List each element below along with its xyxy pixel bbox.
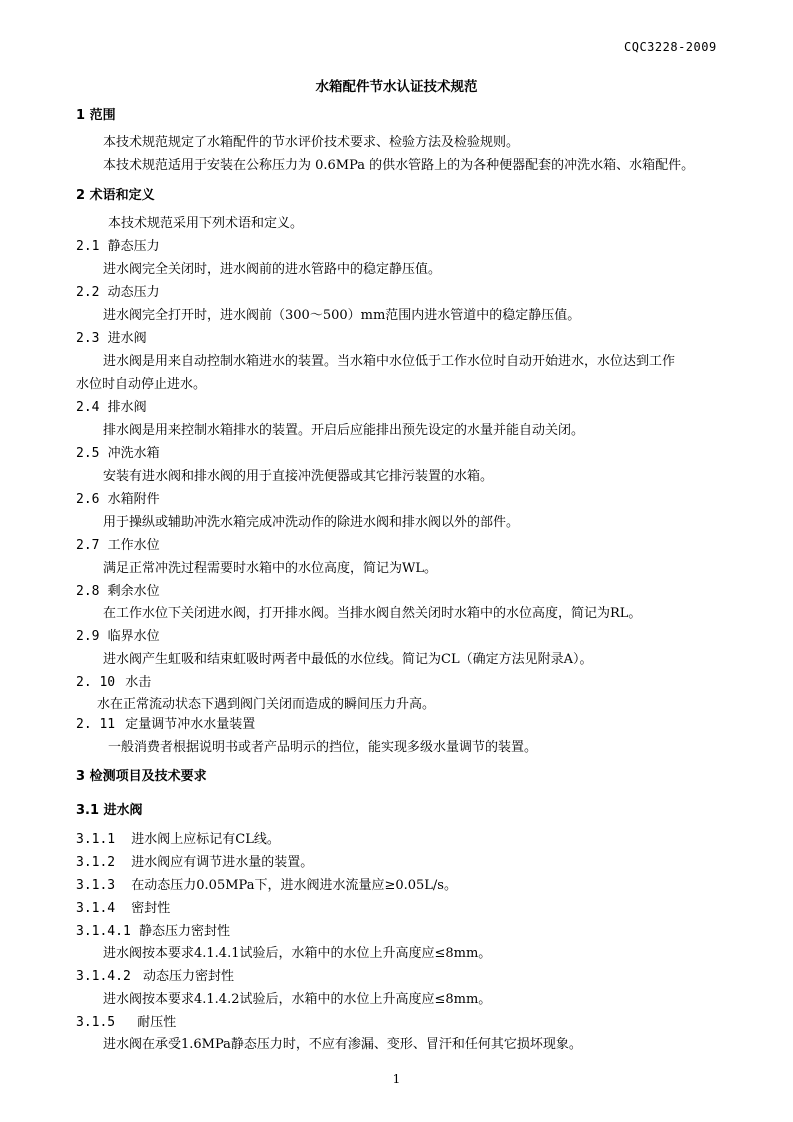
term-2-1-heading [76, 239, 160, 255]
section-3-heading: 3 检测项目及技术要求 [76, 769, 207, 784]
item-3-1-4-2-body: 进水阀按本要求4.1.4.2试验后，水箱中的水位上升高度应≤8mm。 [103, 992, 492, 1007]
term-2-3-definition-line-1: 进水阀是用来自动控制水箱进水的装置。当水箱中水位低于工作水位时自动开始进水，水位达到工作 [103, 354, 676, 369]
item-3-1-4 [76, 901, 170, 917]
page-number: 1 [392, 1072, 401, 1086]
term-name: 临界水位 [107, 629, 160, 644]
term-name: 进水阀 [107, 331, 147, 346]
item-3-1-2 [76, 855, 313, 871]
term-number: 2.8 [76, 584, 100, 599]
term-name: 工作水位 [107, 538, 160, 553]
item-text: 进水阀应有调节进水量的装置。 [131, 855, 314, 870]
term-2-5-heading [76, 446, 160, 462]
item-3-1-5 [76, 1015, 176, 1031]
term-number: 2. 11 [76, 717, 116, 732]
term-2-9-heading [76, 629, 160, 645]
term-name: 冲洗水箱 [107, 446, 160, 461]
term-2-3-definition-line-2: 水位时自动停止进水。 [76, 377, 207, 392]
term-name: 定量调节冲水水量装置 [125, 717, 256, 732]
term-number: 2.4 [76, 400, 100, 415]
term-2-1-definition: 进水阀完全关闭时，进水阀前的进水管路中的稳定静压值。 [103, 262, 442, 277]
term-2-8-heading [76, 584, 160, 600]
item-3-1-1 [76, 832, 280, 848]
item-number: 3.1.2 [76, 855, 116, 870]
term-number: 2.9 [76, 629, 100, 644]
term-2-10-heading [76, 675, 151, 691]
item-number: 3.1.4 [76, 901, 116, 916]
term-2-11-heading [76, 717, 255, 733]
term-number: 2.6 [76, 492, 100, 507]
term-2-3-heading [76, 331, 147, 347]
section-1-para-2: 本技术规范适用于安装在公称压力为 0.6MPa 的供水管路上的为各种便器配套的冲洗水箱、水箱配件。 [103, 158, 695, 173]
section-3-1-heading: 3.1 进水阀 [76, 803, 143, 818]
item-3-1-4-1 [76, 924, 230, 940]
term-name: 剩余水位 [107, 584, 160, 599]
term-name: 水箱附件 [107, 492, 160, 507]
term-2-10-definition: 水在正常流动状态下遇到阀门关闭而造成的瞬间压力升高。 [97, 697, 436, 712]
term-2-8-definition: 在工作水位下关闭进水阀，打开排水阀。当排水阀自然关闭时水箱中的水位高度，简记为RL。 [103, 606, 642, 621]
item-text: 耐压性 [137, 1015, 177, 1030]
item-number: 3.1.4.1 [76, 924, 131, 939]
term-number: 2.2 [76, 285, 100, 300]
term-2-4-definition: 排水阀是用来控制水箱排水的装置。开启后应能排出预先设定的水量并能自动关闭。 [103, 423, 585, 438]
section-1-heading: 1 范围 [76, 108, 116, 123]
item-number: 3.1.4.2 [76, 969, 131, 984]
item-text: 静态压力密封性 [138, 924, 230, 939]
item-text: 密封性 [131, 901, 171, 916]
section-1-para-1: 本技术规范规定了水箱配件的节水评价技术要求、检验方法及检验规则。 [103, 135, 520, 150]
term-2-2-definition: 进水阀完全打开时，进水阀前（300～500）mm范围内进水管道中的稳定静压值。 [103, 308, 581, 323]
term-name: 静态压力 [107, 239, 160, 254]
term-2-6-definition: 用于操纵或辅助冲洗水箱完成冲洗动作的除进水阀和排水阀以外的部件。 [103, 515, 520, 530]
item-text: 动态压力密封性 [142, 969, 234, 984]
term-name: 动态压力 [107, 285, 160, 300]
item-text: 在动态压力0.05MPa下，进水阀进水流量应≥0.05L/s。 [131, 878, 457, 893]
term-2-9-definition: 进水阀产生虹吸和结束虹吸时两者中最低的水位线。简记为CL（确定方法见附录A）。 [103, 652, 593, 667]
term-2-2-heading [76, 285, 160, 301]
item-number: 3.1.1 [76, 832, 116, 847]
standard-code: CQC3228-2009 [624, 40, 717, 54]
term-number: 2.3 [76, 331, 100, 346]
item-3-1-5-body: 进水阀在承受1.6MPa静态压力时，不应有渗漏、变形、冒汗和任何其它损坏现象。 [103, 1037, 582, 1052]
document-title: 水箱配件节水认证技术规范 [315, 79, 478, 95]
item-number: 3.1.3 [76, 878, 116, 893]
term-name: 水击 [125, 675, 152, 690]
item-3-1-3 [76, 878, 457, 894]
item-3-1-4-2 [76, 969, 234, 985]
item-number: 3.1.5 [76, 1015, 116, 1030]
term-2-7-definition: 满足正常冲洗过程需要时水箱中的水位高度，简记为WL。 [103, 561, 437, 576]
term-2-7-heading [76, 538, 160, 554]
term-number: 2.1 [76, 239, 100, 254]
term-2-11-definition: 一般消费者根据说明书或者产品明示的挡位，能实现多级水量调节的装置。 [108, 740, 538, 755]
term-2-4-heading [76, 400, 147, 416]
item-text: 进水阀上应标记有CL线。 [131, 832, 280, 847]
term-2-6-heading [76, 492, 160, 508]
term-number: 2.5 [76, 446, 100, 461]
section-2-intro: 本技术规范采用下列术语和定义。 [108, 216, 304, 231]
item-3-1-4-1-body: 进水阀按本要求4.1.4.1试验后，水箱中的水位上升高度应≤8mm。 [103, 946, 492, 961]
section-2-heading: 2 术语和定义 [76, 188, 155, 203]
term-number: 2.7 [76, 538, 100, 553]
term-2-5-definition: 安装有进水阀和排水阀的用于直接冲洗便器或其它排污装置的水箱。 [103, 469, 494, 484]
term-name: 排水阀 [107, 400, 147, 415]
term-number: 2. 10 [76, 675, 116, 690]
